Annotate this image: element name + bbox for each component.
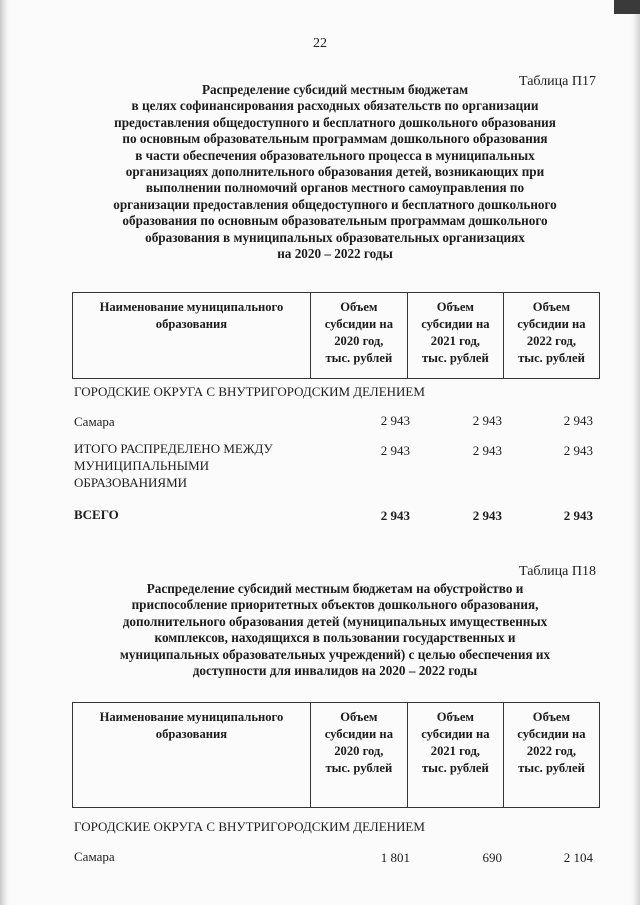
scan-edge-right (631, 0, 640, 905)
table-p17-header (72, 292, 600, 379)
table-p17-value-2021: 2 943 (472, 508, 502, 523)
table-p17-label: Таблица П17 (519, 74, 596, 89)
scan-edge-left (0, 0, 9, 905)
table-p18-title: Распределение субсидий местным бюджетам на обустройство и приспособление приоритетных объектов дошкольного образования, дополнительного образования детей (муниципальных имущественных комплексов, находящихся в пользовании государственных и муниципальных образовательных учреждений) с целью обеспечения их доступности для инвалидов на 2020 – 2022 годы (119, 581, 551, 679)
table-p18-value-2022: 2 104 (563, 850, 593, 865)
table-p18-row-name: Самара (74, 849, 115, 864)
column-header-2022: Объем субсидии на 2022 год, тыс. рублей (503, 293, 599, 379)
table-p17-title: Распределение субсидий местным бюджетам в целях софинансирования расходных обязательств по организации предоставления общедоступного и бесплатного дошкольного образования по основным образовательным программам дошкольного образования в части обеспечения образовательного процесса в муниципальных организациях дополнительного образования детей, возникающих при выполнении полномочий органов местного самоуправления по организации предоставления общедоступного и бесплатного дошкольного образования по основным образовательным программам дошкольного образования в муниципальных образовательных организациях на 2020 – 2022 годы (113, 82, 557, 262)
table-p17-row-name: Самара (74, 414, 115, 429)
table-p17-row-name: ВСЕГО (74, 507, 119, 522)
table-p18-value-2021: 690 (482, 850, 502, 865)
page-number: 22 (313, 36, 327, 51)
table-p17-value-2021: 2 943 (472, 413, 502, 428)
table-p17-section: ГОРОДСКИЕ ОКРУГА С ВНУТРИГОРОДСКИМ ДЕЛЕНИЕМ (74, 384, 425, 399)
table-p18-header (72, 702, 600, 808)
column-header-2020: Объем субсидии на 2020 год, тыс. рублей (310, 703, 407, 808)
table-p17-value-2020: 2 943 (380, 413, 410, 428)
table-p18-label: Таблица П18 (519, 564, 596, 579)
column-header-2021: Объем субсидии на 2021 год, тыс. рублей (407, 293, 503, 379)
table-p17-value-2022: 2 943 (563, 508, 593, 523)
table-p17-value-2022: 2 943 (563, 443, 593, 458)
table-p18-section: ГОРОДСКИЕ ОКРУГА С ВНУТРИГОРОДСКИМ ДЕЛЕНИЕМ (74, 819, 425, 834)
column-header-2022: Объем субсидии на 2022 год, тыс. рублей (503, 703, 599, 808)
scan-corner-mark (614, 0, 640, 14)
column-header-name: Наименование муниципального образования (73, 293, 311, 379)
column-header-2020: Объем субсидии на 2020 год, тыс. рублей (310, 293, 407, 379)
table-p17-value-2022: 2 943 (563, 413, 593, 428)
table-p18-value-2020: 1 801 (380, 850, 410, 865)
table-p17-value-2020: 2 943 (380, 508, 410, 523)
column-header-name: Наименование муниципального образования (73, 703, 311, 808)
table-p17-row-name: ИТОГО РАСПРЕДЕЛЕНО МЕЖДУ МУНИЦИПАЛЬНЫМИ ОБРАЗОВАНИЯМИ (74, 441, 273, 490)
table-p17-value-2021: 2 943 (472, 443, 502, 458)
table-p17-value-2020: 2 943 (380, 443, 410, 458)
column-header-2021: Объем субсидии на 2021 год, тыс. рублей (407, 703, 503, 808)
